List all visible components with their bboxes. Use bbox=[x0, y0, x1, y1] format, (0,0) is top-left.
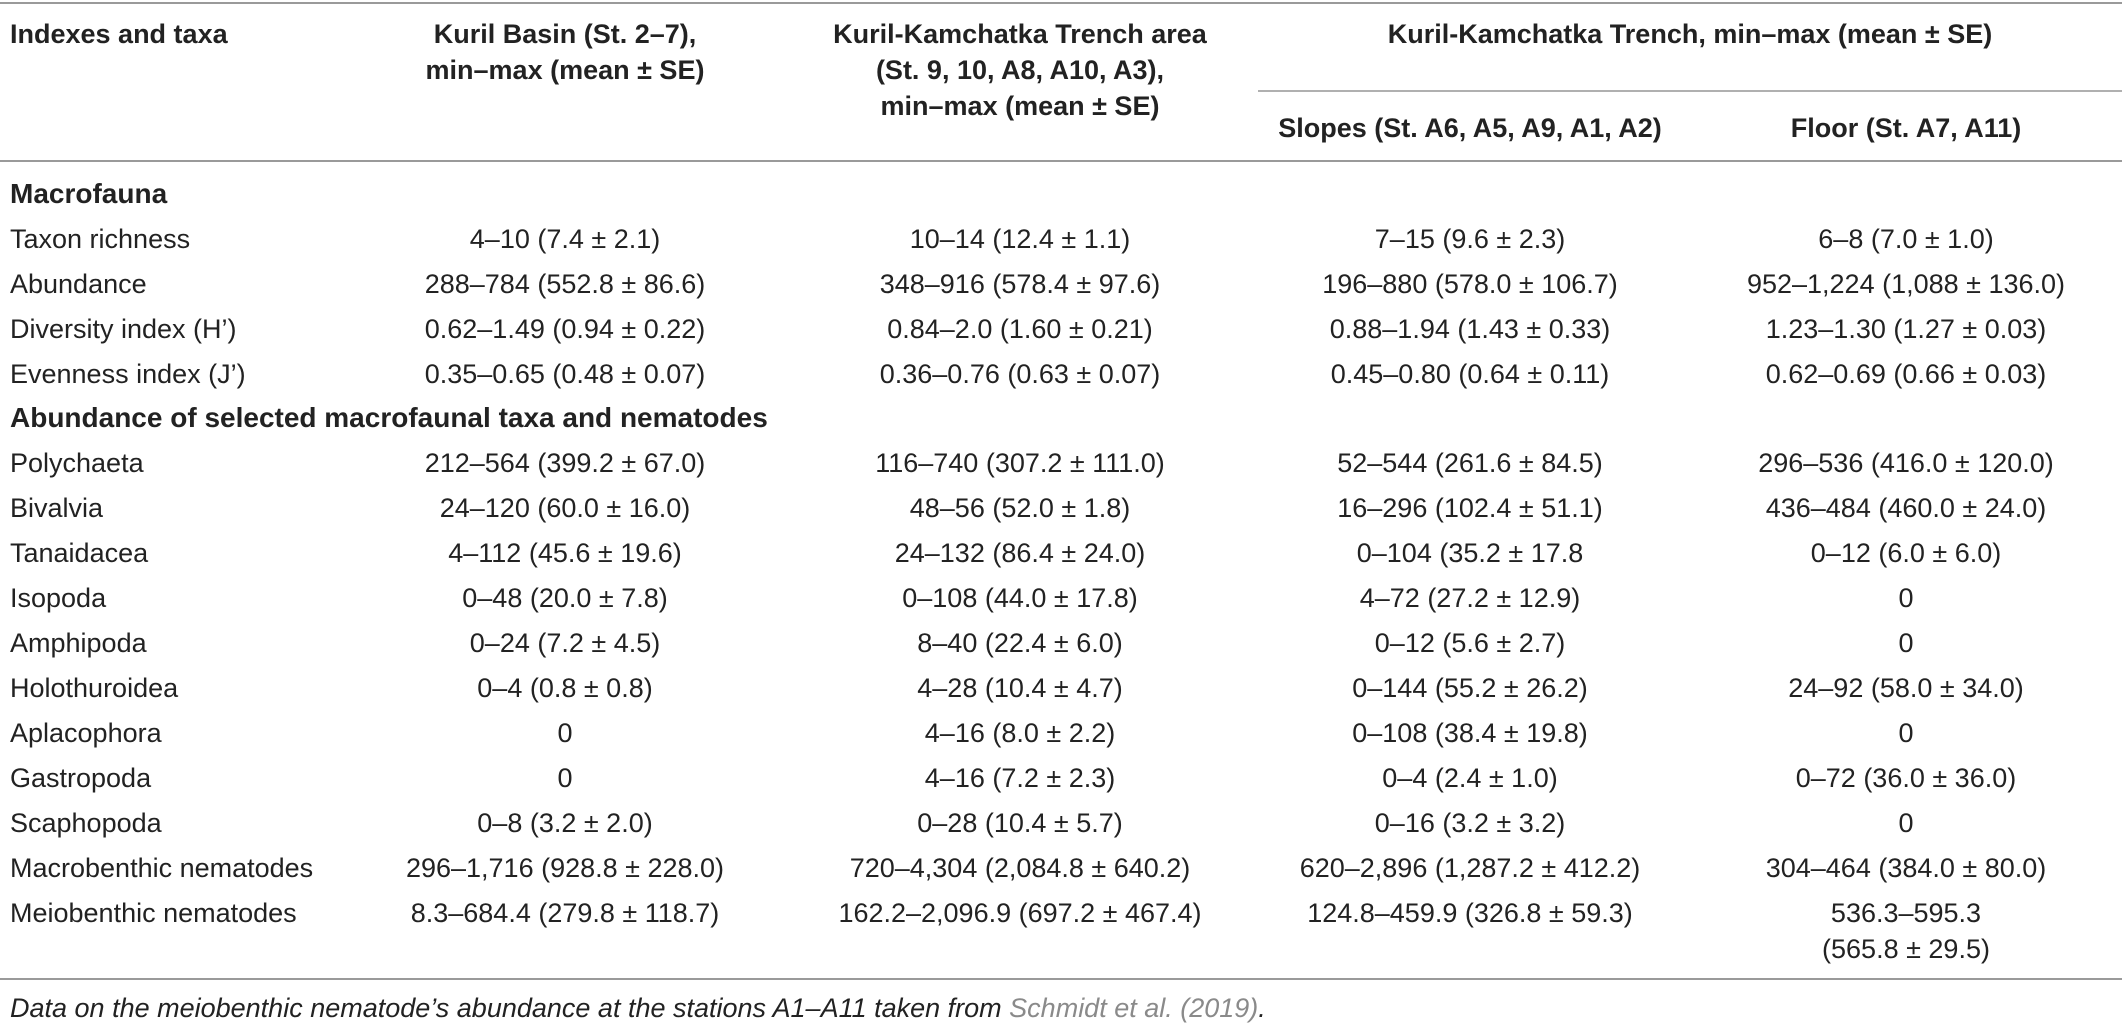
cell-kuril-basin: 24–120 (60.0 ± 16.0) bbox=[439, 493, 691, 523]
row-label: Diversity index (H’) bbox=[10, 314, 237, 344]
cell-floor: 304–464 (384.0 ± 80.0) bbox=[1765, 853, 2047, 883]
cell-trench-area: 4–16 (7.2 ± 2.3) bbox=[924, 763, 1116, 793]
header-trench-area-line1: Kuril-Kamchatka Trench area bbox=[833, 19, 1207, 49]
cell-kuril-basin: 0–4 (0.8 ± 0.8) bbox=[477, 673, 653, 703]
cell-kuril-basin: 4–10 (7.4 ± 2.1) bbox=[469, 224, 661, 254]
header-kuril-basin-line1: Kuril Basin (St. 2–7), bbox=[433, 19, 697, 49]
cell-trench-area: 162.2–2,096.9 (697.2 ± 467.4) bbox=[838, 898, 1202, 928]
cell-kuril-basin: 288–784 (552.8 ± 86.6) bbox=[424, 269, 706, 299]
cell-floor: 0.62–0.69 (0.66 ± 0.03) bbox=[1765, 359, 2047, 389]
footnote-end: . bbox=[1258, 993, 1266, 1023]
cell-kuril-basin: 0–24 (7.2 ± 4.5) bbox=[469, 628, 661, 658]
cell-trench-area: 720–4,304 (2,084.8 ± 640.2) bbox=[849, 853, 1191, 883]
header-bottom-rule bbox=[0, 160, 2122, 162]
cell-kuril-basin: 0.62–1.49 (0.94 ± 0.22) bbox=[424, 314, 706, 344]
cell-kuril-basin: 4–112 (45.6 ± 19.6) bbox=[448, 538, 682, 568]
row-label: Polychaeta bbox=[10, 448, 144, 478]
cell-slopes: 0–144 (55.2 ± 26.2) bbox=[1352, 673, 1588, 703]
cell-trench-area: 0–28 (10.4 ± 5.7) bbox=[917, 808, 1123, 838]
cell-kuril-basin: 8.3–684.4 (279.8 ± 118.7) bbox=[410, 898, 720, 928]
row-label: Amphipoda bbox=[10, 628, 147, 658]
header-kuril-basin-line2: min–max (mean ± SE) bbox=[425, 55, 705, 85]
cell-slopes: 0–16 (3.2 ± 3.2) bbox=[1374, 808, 1566, 838]
row-label: Aplacophora bbox=[10, 718, 162, 748]
cell-slopes: 16–296 (102.4 ± 51.1) bbox=[1337, 493, 1603, 523]
cell-floor: 0 bbox=[1898, 718, 1914, 748]
cell-trench-area: 0–108 (44.0 ± 17.8) bbox=[902, 583, 1138, 613]
cell-floor: 0 bbox=[1898, 583, 1914, 613]
header-slopes: Slopes (St. A6, A5, A9, A1, A2) bbox=[1278, 113, 1662, 143]
cell-trench-area: 48–56 (52.0 ± 1.8) bbox=[909, 493, 1131, 523]
footnote-text: Data on the meiobenthic nematode’s abundance at the stations A1–A11 taken from bbox=[10, 993, 1010, 1023]
row-label: Bivalvia bbox=[10, 493, 104, 523]
cell-kuril-basin: 0–48 (20.0 ± 7.8) bbox=[462, 583, 668, 613]
cell-trench-area: 24–132 (86.4 ± 24.0) bbox=[894, 538, 1146, 568]
cell-floor: 1.23–1.30 (1.27 ± 0.03) bbox=[1765, 314, 2047, 344]
cell-floor: 0–12 (6.0 ± 6.0) bbox=[1810, 538, 2002, 568]
cell-floor-line2: (565.8 ± 29.5) bbox=[1822, 934, 1990, 964]
cell-slopes: 4–72 (27.2 ± 12.9) bbox=[1359, 583, 1581, 613]
cell-trench-area: 0.36–0.76 (0.63 ± 0.07) bbox=[879, 359, 1161, 389]
cell-floor: 6–8 (7.0 ± 1.0) bbox=[1818, 224, 1994, 254]
header-floor: Floor (St. A7, A11) bbox=[1790, 113, 2022, 143]
cell-floor: 0 bbox=[1898, 628, 1914, 658]
cell-trench-area: 116–740 (307.2 ± 111.0) bbox=[875, 448, 1165, 478]
table-top-rule bbox=[0, 2, 2122, 4]
row-label: Holothuroidea bbox=[10, 673, 179, 703]
cell-slopes: 124.8–459.9 (326.8 ± 59.3) bbox=[1307, 898, 1633, 928]
cell-floor: 436–484 (460.0 ± 24.0) bbox=[1765, 493, 2047, 523]
cell-trench-area: 10–14 (12.4 ± 1.1) bbox=[909, 224, 1131, 254]
cell-slopes: 0–4 (2.4 ± 1.0) bbox=[1382, 763, 1558, 793]
cell-kuril-basin: 212–564 (399.2 ± 67.0) bbox=[424, 448, 706, 478]
cell-slopes: 196–880 (578.0 ± 106.7) bbox=[1322, 269, 1618, 299]
cell-slopes: 52–544 (261.6 ± 84.5) bbox=[1337, 448, 1603, 478]
cell-trench-area: 8–40 (22.4 ± 6.0) bbox=[917, 628, 1123, 658]
cell-slopes: 620–2,896 (1,287.2 ± 412.2) bbox=[1299, 853, 1641, 883]
section-selected-taxa: Abundance of selected macrofaunal taxa and nematodes bbox=[10, 402, 768, 433]
cell-kuril-basin: 0–8 (3.2 ± 2.0) bbox=[477, 808, 653, 838]
row-label: Meiobenthic nematodes bbox=[10, 898, 297, 928]
cell-trench-area: 4–28 (10.4 ± 4.7) bbox=[917, 673, 1123, 703]
header-trench-area bbox=[800, 16, 1240, 124]
cell-floor: 0–72 (36.0 ± 36.0) bbox=[1795, 763, 2017, 793]
cell-kuril-basin: 0 bbox=[557, 718, 573, 748]
row-label: Abundance bbox=[10, 269, 147, 299]
cell-slopes: 0.88–1.94 (1.43 ± 0.33) bbox=[1329, 314, 1611, 344]
header-trench-area-line3: min–max (mean ± SE) bbox=[880, 91, 1160, 121]
row-label: Isopoda bbox=[10, 583, 107, 613]
table-bottom-rule bbox=[0, 978, 2122, 980]
cell-kuril-basin: 0.35–0.65 (0.48 ± 0.07) bbox=[424, 359, 706, 389]
row-label: Gastropoda bbox=[10, 763, 152, 793]
cell-floor: 0 bbox=[1898, 808, 1914, 838]
row-label: Evenness index (J’) bbox=[10, 359, 246, 389]
cell-trench-area: 0.84–2.0 (1.60 ± 0.21) bbox=[887, 314, 1153, 344]
row-label: Macrobenthic nematodes bbox=[10, 853, 314, 883]
cell-floor bbox=[1690, 895, 2122, 967]
cell-slopes: 7–15 (9.6 ± 2.3) bbox=[1374, 224, 1566, 254]
header-indexes-taxa: Indexes and taxa bbox=[10, 19, 228, 49]
cell-floor-line1: 536.3–595.3 bbox=[1830, 898, 1982, 928]
cell-kuril-basin: 296–1,716 (928.8 ± 228.0) bbox=[405, 853, 725, 883]
cell-slopes: 0.45–0.80 (0.64 ± 0.11) bbox=[1330, 359, 1610, 389]
row-label: Scaphopoda bbox=[10, 808, 162, 838]
table-footnote bbox=[10, 990, 1266, 1026]
header-trench-area-line2: (St. 9, 10, A8, A10, A3), bbox=[875, 55, 1165, 85]
header-trench-span: Kuril-Kamchatka Trench, min–max (mean ± SE) bbox=[1387, 19, 1993, 49]
header-kuril-basin bbox=[330, 16, 800, 88]
cell-slopes: 0–108 (38.4 ± 19.8) bbox=[1352, 718, 1588, 748]
cell-slopes: 0–104 (35.2 ± 17.8 bbox=[1356, 538, 1584, 568]
header-span-rule bbox=[1258, 90, 2122, 92]
cell-floor: 296–536 (416.0 ± 120.0) bbox=[1758, 448, 2054, 478]
row-label: Taxon richness bbox=[10, 224, 191, 254]
cell-floor: 952–1,224 (1,088 ± 136.0) bbox=[1746, 269, 2066, 299]
footnote-reference-link[interactable]: Schmidt et al. (2019) bbox=[1009, 993, 1259, 1023]
cell-kuril-basin: 0 bbox=[557, 763, 573, 793]
cell-floor: 24–92 (58.0 ± 34.0) bbox=[1788, 673, 2024, 703]
cell-trench-area: 4–16 (8.0 ± 2.2) bbox=[924, 718, 1116, 748]
cell-slopes: 0–12 (5.6 ± 2.7) bbox=[1374, 628, 1566, 658]
cell-trench-area: 348–916 (578.4 ± 97.6) bbox=[879, 269, 1161, 299]
section-macrofauna: Macrofauna bbox=[10, 178, 168, 209]
row-label: Tanaidacea bbox=[10, 538, 149, 568]
